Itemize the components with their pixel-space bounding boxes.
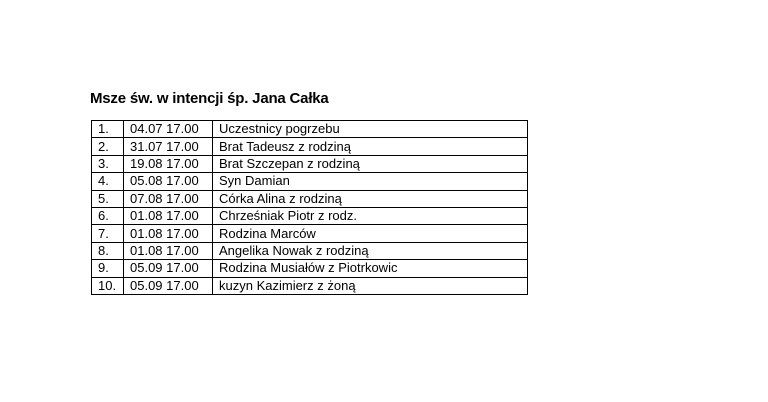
table-row bbox=[92, 155, 528, 172]
row-number: 8. bbox=[92, 242, 124, 259]
row-number: 1. bbox=[92, 121, 124, 138]
row-number: 5. bbox=[92, 190, 124, 207]
row-number: 10. bbox=[92, 277, 124, 294]
table-row bbox=[92, 277, 528, 294]
row-number: 4. bbox=[92, 173, 124, 190]
table-row bbox=[92, 190, 528, 207]
mass-date: 05.08 17.00 bbox=[124, 173, 213, 190]
mass-intention: Angelika Nowak z rodziną bbox=[213, 242, 528, 259]
mass-date: 07.08 17.00 bbox=[124, 190, 213, 207]
mass-date: 01.08 17.00 bbox=[124, 242, 213, 259]
mass-intention: Rodzina Marców bbox=[213, 225, 528, 242]
table-row bbox=[92, 242, 528, 259]
mass-intention: Rodzina Musiałów z Piotrkowic bbox=[213, 260, 528, 277]
mass-date: 04.07 17.00 bbox=[124, 121, 213, 138]
table-row bbox=[92, 207, 528, 224]
table-row bbox=[92, 225, 528, 242]
mass-date: 31.07 17.00 bbox=[124, 138, 213, 155]
mass-date: 01.08 17.00 bbox=[124, 225, 213, 242]
row-number: 9. bbox=[92, 260, 124, 277]
mass-date: 05.09 17.00 bbox=[124, 277, 213, 294]
row-number: 7. bbox=[92, 225, 124, 242]
table-row bbox=[92, 260, 528, 277]
mass-intention: kuzyn Kazimierz z żoną bbox=[213, 277, 528, 294]
row-number: 3. bbox=[92, 155, 124, 172]
mass-intention: Chrześniak Piotr z rodz. bbox=[213, 207, 528, 224]
mass-intention: Syn Damian bbox=[213, 173, 528, 190]
mass-intention: Brat Szczepan z rodziną bbox=[213, 155, 528, 172]
mass-intention: Córka Alina z rodziną bbox=[213, 190, 528, 207]
mass-intention: Uczestnicy pogrzebu bbox=[213, 121, 528, 138]
mass-intentions-table bbox=[91, 120, 528, 295]
document-title: Msze św. w intencji śp. Jana Całka bbox=[90, 90, 329, 107]
row-number: 6. bbox=[92, 207, 124, 224]
table-row bbox=[92, 138, 528, 155]
mass-intention: Brat Tadeusz z rodziną bbox=[213, 138, 528, 155]
table-row bbox=[92, 173, 528, 190]
mass-date: 01.08 17.00 bbox=[124, 207, 213, 224]
row-number: 2. bbox=[92, 138, 124, 155]
mass-date: 05.09 17.00 bbox=[124, 260, 213, 277]
mass-date: 19.08 17.00 bbox=[124, 155, 213, 172]
table-row bbox=[92, 121, 528, 138]
